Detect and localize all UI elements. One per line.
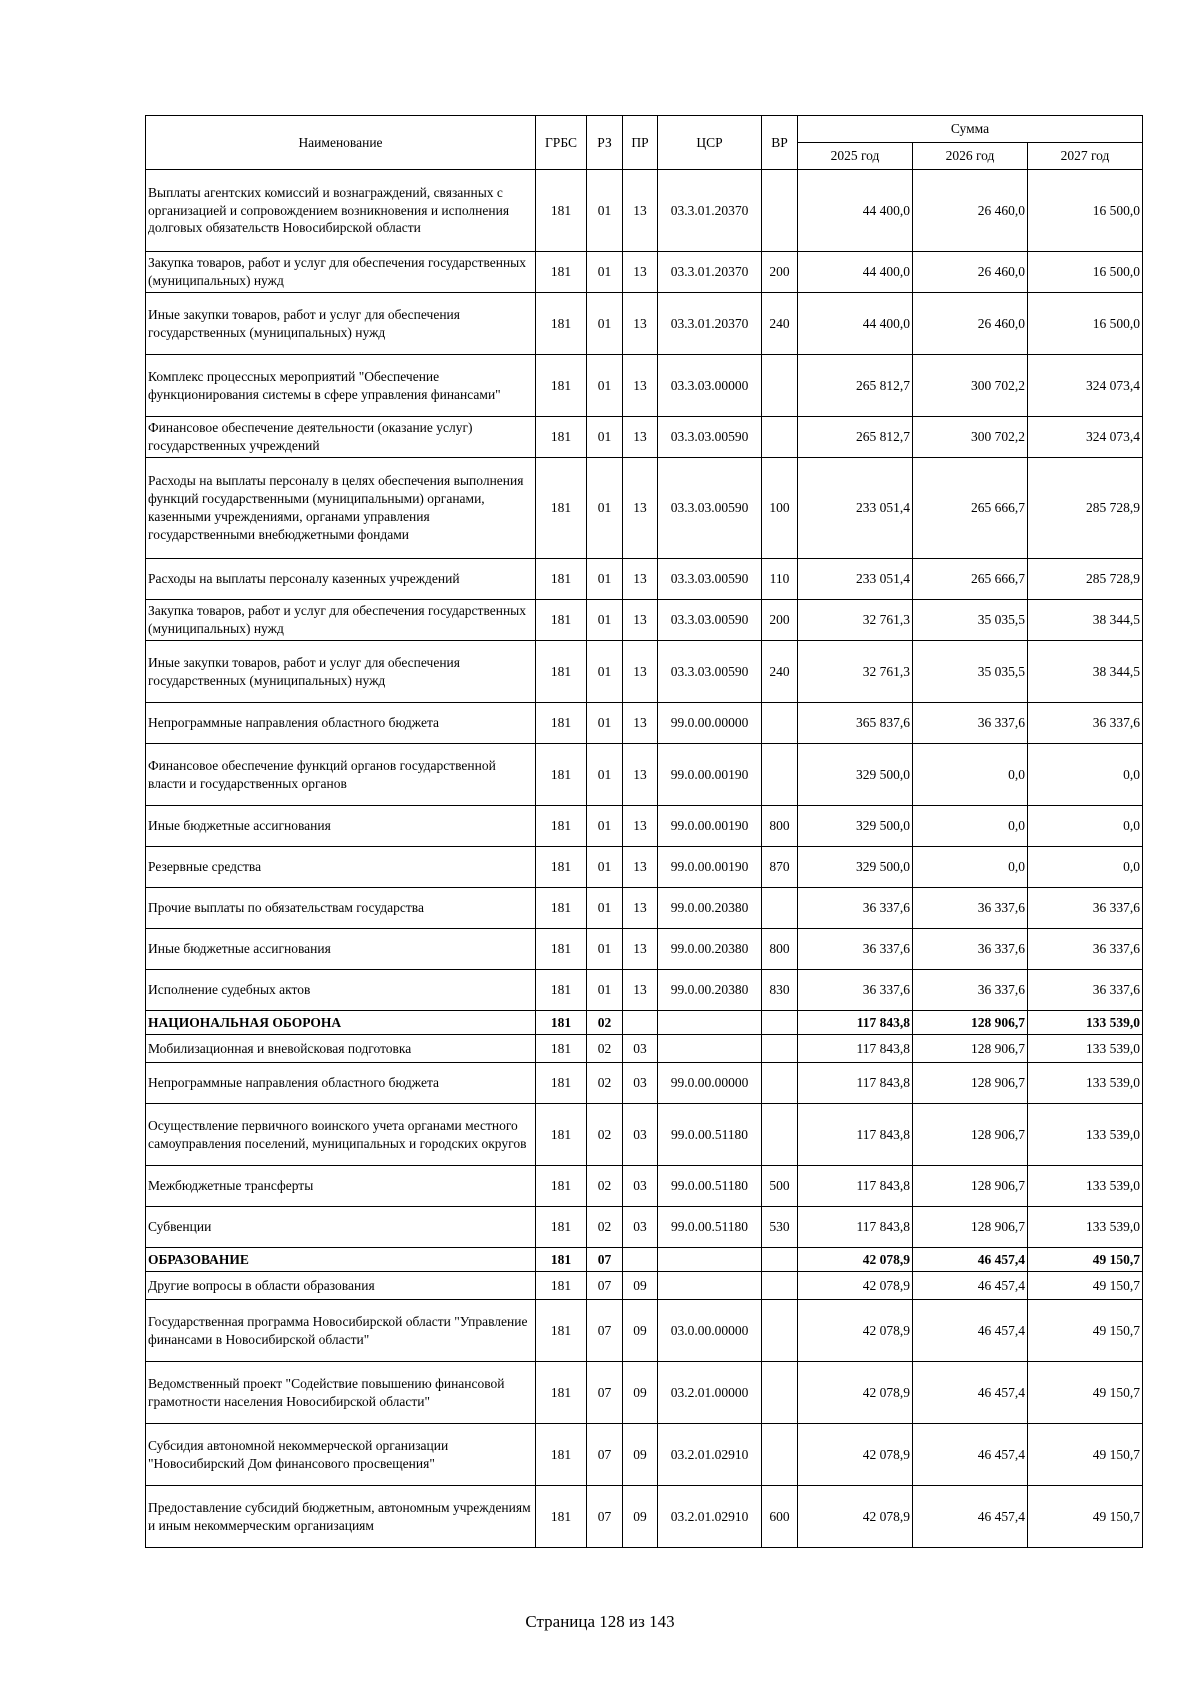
row-name: Прочие выплаты по обязательствам государства bbox=[146, 888, 536, 929]
row-sum-2025: 117 843,8 bbox=[798, 1104, 913, 1166]
row-csr bbox=[658, 1011, 762, 1035]
row-vr bbox=[762, 744, 798, 806]
row-vr: 200 bbox=[762, 600, 798, 641]
row-grbs: 181 bbox=[536, 252, 587, 293]
row-pr: 09 bbox=[623, 1486, 658, 1548]
row-pr: 13 bbox=[623, 417, 658, 458]
row-vr bbox=[762, 1300, 798, 1362]
row-rz: 02 bbox=[587, 1035, 623, 1063]
row-vr bbox=[762, 1248, 798, 1272]
table-row bbox=[146, 970, 1143, 1011]
row-pr: 13 bbox=[623, 559, 658, 600]
row-grbs: 181 bbox=[536, 1035, 587, 1063]
row-sum-2027: 133 539,0 bbox=[1028, 1104, 1143, 1166]
table-body bbox=[146, 170, 1143, 1548]
row-sum-2025: 329 500,0 bbox=[798, 744, 913, 806]
row-name: ОБРАЗОВАНИЕ bbox=[146, 1248, 536, 1272]
table-row bbox=[146, 847, 1143, 888]
row-rz: 02 bbox=[587, 1104, 623, 1166]
row-csr bbox=[658, 1248, 762, 1272]
row-sum-2025: 42 078,9 bbox=[798, 1424, 913, 1486]
row-grbs: 181 bbox=[536, 170, 587, 252]
header-pr: ПР bbox=[623, 116, 658, 170]
row-sum-2026: 128 906,7 bbox=[913, 1207, 1028, 1248]
row-vr bbox=[762, 888, 798, 929]
row-sum-2027: 0,0 bbox=[1028, 847, 1143, 888]
row-rz: 01 bbox=[587, 355, 623, 417]
row-sum-2026: 35 035,5 bbox=[913, 641, 1028, 703]
row-pr: 13 bbox=[623, 806, 658, 847]
row-pr: 13 bbox=[623, 888, 658, 929]
row-grbs: 181 bbox=[536, 1063, 587, 1104]
row-sum-2025: 329 500,0 bbox=[798, 806, 913, 847]
row-sum-2027: 38 344,5 bbox=[1028, 641, 1143, 703]
table-row bbox=[146, 1035, 1143, 1063]
row-sum-2025: 42 078,9 bbox=[798, 1300, 913, 1362]
row-name: Закупка товаров, работ и услуг для обеспечения государственных (муниципальных) нужд bbox=[146, 600, 536, 641]
row-rz: 02 bbox=[587, 1166, 623, 1207]
row-rz: 02 bbox=[587, 1207, 623, 1248]
header-csr: ЦСР bbox=[658, 116, 762, 170]
row-grbs: 181 bbox=[536, 417, 587, 458]
row-sum-2026: 36 337,6 bbox=[913, 970, 1028, 1011]
row-vr: 800 bbox=[762, 929, 798, 970]
row-name: Ведомственный проект "Содействие повышению финансовой грамотности населения Новосибирской области" bbox=[146, 1362, 536, 1424]
row-rz: 01 bbox=[587, 888, 623, 929]
row-vr bbox=[762, 1104, 798, 1166]
row-sum-2027: 49 150,7 bbox=[1028, 1272, 1143, 1300]
row-sum-2026: 265 666,7 bbox=[913, 559, 1028, 600]
row-pr: 13 bbox=[623, 744, 658, 806]
row-rz: 02 bbox=[587, 1063, 623, 1104]
row-sum-2026: 36 337,6 bbox=[913, 703, 1028, 744]
row-name: Непрограммные направления областного бюджета bbox=[146, 1063, 536, 1104]
row-sum-2026: 26 460,0 bbox=[913, 252, 1028, 293]
table-row bbox=[146, 1486, 1143, 1548]
row-csr: 03.2.01.02910 bbox=[658, 1486, 762, 1548]
row-csr: 03.2.01.00000 bbox=[658, 1362, 762, 1424]
row-rz: 01 bbox=[587, 458, 623, 559]
row-sum-2027: 16 500,0 bbox=[1028, 252, 1143, 293]
row-sum-2027: 16 500,0 bbox=[1028, 293, 1143, 355]
row-sum-2027: 133 539,0 bbox=[1028, 1166, 1143, 1207]
row-sum-2027: 36 337,6 bbox=[1028, 703, 1143, 744]
row-grbs: 181 bbox=[536, 641, 587, 703]
row-csr bbox=[658, 1272, 762, 1300]
row-vr bbox=[762, 1035, 798, 1063]
table-row bbox=[146, 600, 1143, 641]
row-pr bbox=[623, 1248, 658, 1272]
row-rz: 01 bbox=[587, 417, 623, 458]
row-sum-2025: 42 078,9 bbox=[798, 1486, 913, 1548]
row-sum-2027: 36 337,6 bbox=[1028, 929, 1143, 970]
row-sum-2025: 265 812,7 bbox=[798, 355, 913, 417]
row-vr bbox=[762, 170, 798, 252]
row-grbs: 181 bbox=[536, 1300, 587, 1362]
row-sum-2026: 0,0 bbox=[913, 744, 1028, 806]
row-sum-2027: 36 337,6 bbox=[1028, 970, 1143, 1011]
row-sum-2027: 49 150,7 bbox=[1028, 1300, 1143, 1362]
row-sum-2027: 49 150,7 bbox=[1028, 1362, 1143, 1424]
row-sum-2025: 42 078,9 bbox=[798, 1362, 913, 1424]
table-row bbox=[146, 1011, 1143, 1035]
row-grbs: 181 bbox=[536, 293, 587, 355]
row-vr bbox=[762, 1011, 798, 1035]
row-sum-2026: 36 337,6 bbox=[913, 888, 1028, 929]
row-rz: 02 bbox=[587, 1011, 623, 1035]
row-pr: 09 bbox=[623, 1424, 658, 1486]
row-rz: 01 bbox=[587, 170, 623, 252]
row-name: Иные бюджетные ассигнования bbox=[146, 929, 536, 970]
header-name: Наименование bbox=[146, 116, 536, 170]
row-name: Финансовое обеспечение функций органов государственной власти и государственных органов bbox=[146, 744, 536, 806]
row-vr: 500 bbox=[762, 1166, 798, 1207]
row-sum-2025: 265 812,7 bbox=[798, 417, 913, 458]
row-grbs: 181 bbox=[536, 1272, 587, 1300]
table-row bbox=[146, 806, 1143, 847]
row-sum-2025: 36 337,6 bbox=[798, 929, 913, 970]
row-csr: 03.3.03.00590 bbox=[658, 641, 762, 703]
row-vr: 240 bbox=[762, 293, 798, 355]
table-row bbox=[146, 417, 1143, 458]
row-rz: 07 bbox=[587, 1362, 623, 1424]
row-csr: 03.3.01.20370 bbox=[658, 252, 762, 293]
row-pr: 03 bbox=[623, 1035, 658, 1063]
row-vr bbox=[762, 703, 798, 744]
row-name: Другие вопросы в области образования bbox=[146, 1272, 536, 1300]
row-sum-2027: 36 337,6 bbox=[1028, 888, 1143, 929]
row-rz: 07 bbox=[587, 1300, 623, 1362]
row-sum-2027: 324 073,4 bbox=[1028, 417, 1143, 458]
row-vr: 200 bbox=[762, 252, 798, 293]
row-sum-2027: 133 539,0 bbox=[1028, 1035, 1143, 1063]
table-row bbox=[146, 1104, 1143, 1166]
row-name: Закупка товаров, работ и услуг для обеспечения государственных (муниципальных) нужд bbox=[146, 252, 536, 293]
table-row bbox=[146, 929, 1143, 970]
row-sum-2026: 128 906,7 bbox=[913, 1011, 1028, 1035]
row-sum-2025: 42 078,9 bbox=[798, 1272, 913, 1300]
row-csr: 03.3.03.00590 bbox=[658, 458, 762, 559]
row-csr: 99.0.00.51180 bbox=[658, 1166, 762, 1207]
table-row bbox=[146, 559, 1143, 600]
table-row bbox=[146, 293, 1143, 355]
row-name: Субсидия автономной некоммерческой организации "Новосибирский Дом финансового просвещения" bbox=[146, 1424, 536, 1486]
row-sum-2025: 36 337,6 bbox=[798, 970, 913, 1011]
row-grbs: 181 bbox=[536, 888, 587, 929]
row-sum-2027: 16 500,0 bbox=[1028, 170, 1143, 252]
row-vr bbox=[762, 1063, 798, 1104]
row-grbs: 181 bbox=[536, 1248, 587, 1272]
row-sum-2026: 26 460,0 bbox=[913, 170, 1028, 252]
row-sum-2025: 117 843,8 bbox=[798, 1207, 913, 1248]
row-sum-2026: 300 702,2 bbox=[913, 355, 1028, 417]
row-sum-2025: 117 843,8 bbox=[798, 1011, 913, 1035]
row-name: Непрограммные направления областного бюджета bbox=[146, 703, 536, 744]
row-grbs: 181 bbox=[536, 600, 587, 641]
row-grbs: 181 bbox=[536, 1362, 587, 1424]
row-grbs: 181 bbox=[536, 1011, 587, 1035]
row-pr bbox=[623, 1011, 658, 1035]
row-sum-2026: 35 035,5 bbox=[913, 600, 1028, 641]
table-row bbox=[146, 458, 1143, 559]
row-vr: 530 bbox=[762, 1207, 798, 1248]
table-row bbox=[146, 252, 1143, 293]
row-name: Мобилизационная и вневойсковая подготовка bbox=[146, 1035, 536, 1063]
table-row bbox=[146, 703, 1143, 744]
row-sum-2025: 329 500,0 bbox=[798, 847, 913, 888]
row-pr: 13 bbox=[623, 355, 658, 417]
row-pr: 13 bbox=[623, 600, 658, 641]
table-row bbox=[146, 1166, 1143, 1207]
row-csr: 99.0.00.20380 bbox=[658, 970, 762, 1011]
table-row bbox=[146, 641, 1143, 703]
row-pr: 13 bbox=[623, 847, 658, 888]
row-grbs: 181 bbox=[536, 458, 587, 559]
table-row bbox=[146, 1063, 1143, 1104]
row-csr: 03.3.03.00590 bbox=[658, 559, 762, 600]
row-sum-2025: 44 400,0 bbox=[798, 170, 913, 252]
row-grbs: 181 bbox=[536, 1104, 587, 1166]
row-rz: 01 bbox=[587, 293, 623, 355]
row-vr: 830 bbox=[762, 970, 798, 1011]
row-grbs: 181 bbox=[536, 929, 587, 970]
row-rz: 01 bbox=[587, 600, 623, 641]
row-name: НАЦИОНАЛЬНАЯ ОБОРОНА bbox=[146, 1011, 536, 1035]
table-row bbox=[146, 1248, 1143, 1272]
row-name: Субвенции bbox=[146, 1207, 536, 1248]
row-sum-2026: 128 906,7 bbox=[913, 1063, 1028, 1104]
row-pr: 13 bbox=[623, 170, 658, 252]
row-pr: 13 bbox=[623, 252, 658, 293]
header-sum: Сумма bbox=[798, 116, 1143, 143]
row-grbs: 181 bbox=[536, 559, 587, 600]
row-vr: 800 bbox=[762, 806, 798, 847]
row-sum-2026: 46 457,4 bbox=[913, 1486, 1028, 1548]
row-csr: 99.0.00.00190 bbox=[658, 744, 762, 806]
row-sum-2025: 233 051,4 bbox=[798, 458, 913, 559]
row-name: Предоставление субсидий бюджетным, автономным учреждениям и иным некоммерческим организациям bbox=[146, 1486, 536, 1548]
header-year-2025: 2025 год bbox=[798, 143, 913, 170]
header-year-2026: 2026 год bbox=[913, 143, 1028, 170]
row-pr: 03 bbox=[623, 1104, 658, 1166]
row-vr: 240 bbox=[762, 641, 798, 703]
row-sum-2025: 44 400,0 bbox=[798, 293, 913, 355]
table-row bbox=[146, 355, 1143, 417]
row-sum-2025: 32 761,3 bbox=[798, 600, 913, 641]
row-sum-2027: 324 073,4 bbox=[1028, 355, 1143, 417]
row-vr: 110 bbox=[762, 559, 798, 600]
row-sum-2027: 49 150,7 bbox=[1028, 1424, 1143, 1486]
table-row bbox=[146, 170, 1143, 252]
row-pr: 03 bbox=[623, 1207, 658, 1248]
row-csr: 99.0.00.00000 bbox=[658, 1063, 762, 1104]
row-grbs: 181 bbox=[536, 970, 587, 1011]
row-csr: 99.0.00.51180 bbox=[658, 1207, 762, 1248]
row-name: Выплаты агентских комиссий и вознаграждений, связанных с организацией и сопровождением возникновения и исполнения долговых обязательств Новосибирской области bbox=[146, 170, 536, 252]
row-sum-2027: 38 344,5 bbox=[1028, 600, 1143, 641]
row-csr: 03.3.01.20370 bbox=[658, 170, 762, 252]
row-rz: 01 bbox=[587, 641, 623, 703]
row-sum-2027: 133 539,0 bbox=[1028, 1011, 1143, 1035]
row-grbs: 181 bbox=[536, 1166, 587, 1207]
row-sum-2026: 128 906,7 bbox=[913, 1166, 1028, 1207]
row-pr: 13 bbox=[623, 703, 658, 744]
row-rz: 01 bbox=[587, 970, 623, 1011]
row-sum-2026: 265 666,7 bbox=[913, 458, 1028, 559]
row-name: Иные закупки товаров, работ и услуг для обеспечения государственных (муниципальных) нужд bbox=[146, 641, 536, 703]
row-sum-2025: 365 837,6 bbox=[798, 703, 913, 744]
row-csr: 99.0.00.00190 bbox=[658, 847, 762, 888]
row-sum-2027: 133 539,0 bbox=[1028, 1207, 1143, 1248]
row-rz: 01 bbox=[587, 929, 623, 970]
row-pr: 09 bbox=[623, 1272, 658, 1300]
row-csr: 99.0.00.51180 bbox=[658, 1104, 762, 1166]
row-name: Межбюджетные трансферты bbox=[146, 1166, 536, 1207]
row-name: Иные бюджетные ассигнования bbox=[146, 806, 536, 847]
row-rz: 07 bbox=[587, 1248, 623, 1272]
row-sum-2026: 36 337,6 bbox=[913, 929, 1028, 970]
row-name: Исполнение судебных актов bbox=[146, 970, 536, 1011]
row-grbs: 181 bbox=[536, 355, 587, 417]
row-name: Расходы на выплаты персоналу казенных учреждений bbox=[146, 559, 536, 600]
row-sum-2027: 285 728,9 bbox=[1028, 458, 1143, 559]
row-vr: 870 bbox=[762, 847, 798, 888]
row-csr: 03.3.03.00000 bbox=[658, 355, 762, 417]
row-pr: 13 bbox=[623, 293, 658, 355]
table-row bbox=[146, 1272, 1143, 1300]
row-sum-2025: 117 843,8 bbox=[798, 1035, 913, 1063]
row-csr: 99.0.00.20380 bbox=[658, 888, 762, 929]
row-name: Осуществление первичного воинского учета органами местного самоуправления поселений, муниципальных и городских округов bbox=[146, 1104, 536, 1166]
row-pr: 03 bbox=[623, 1063, 658, 1104]
row-rz: 01 bbox=[587, 559, 623, 600]
row-sum-2026: 128 906,7 bbox=[913, 1104, 1028, 1166]
page-number: Страница 128 из 143 bbox=[525, 1612, 675, 1631]
row-sum-2025: 32 761,3 bbox=[798, 641, 913, 703]
row-csr bbox=[658, 1035, 762, 1063]
table-row bbox=[146, 1300, 1143, 1362]
row-sum-2026: 0,0 bbox=[913, 806, 1028, 847]
row-grbs: 181 bbox=[536, 847, 587, 888]
row-name: Иные закупки товаров, работ и услуг для обеспечения государственных (муниципальных) нужд bbox=[146, 293, 536, 355]
row-sum-2026: 300 702,2 bbox=[913, 417, 1028, 458]
row-sum-2026: 46 457,4 bbox=[913, 1300, 1028, 1362]
row-sum-2025: 44 400,0 bbox=[798, 252, 913, 293]
row-sum-2025: 36 337,6 bbox=[798, 888, 913, 929]
row-vr bbox=[762, 1424, 798, 1486]
row-csr: 03.3.01.20370 bbox=[658, 293, 762, 355]
row-grbs: 181 bbox=[536, 1424, 587, 1486]
table-row bbox=[146, 1362, 1143, 1424]
row-vr bbox=[762, 1272, 798, 1300]
row-name: Расходы на выплаты персоналу в целях обеспечения выполнения функций государственными (муниципальными) органами, казенными учреждениями, органами управления государственными внебюджетными фондами bbox=[146, 458, 536, 559]
row-sum-2026: 46 457,4 bbox=[913, 1424, 1028, 1486]
row-sum-2027: 49 150,7 bbox=[1028, 1486, 1143, 1548]
row-vr: 600 bbox=[762, 1486, 798, 1548]
row-grbs: 181 bbox=[536, 1486, 587, 1548]
row-sum-2027: 285 728,9 bbox=[1028, 559, 1143, 600]
row-name: Финансовое обеспечение деятельности (оказание услуг) государственных учреждений bbox=[146, 417, 536, 458]
row-sum-2027: 133 539,0 bbox=[1028, 1063, 1143, 1104]
row-rz: 01 bbox=[587, 703, 623, 744]
row-csr: 03.0.00.00000 bbox=[658, 1300, 762, 1362]
row-rz: 07 bbox=[587, 1424, 623, 1486]
row-rz: 01 bbox=[587, 744, 623, 806]
row-sum-2026: 46 457,4 bbox=[913, 1362, 1028, 1424]
row-vr bbox=[762, 1362, 798, 1424]
row-pr: 09 bbox=[623, 1300, 658, 1362]
row-grbs: 181 bbox=[536, 806, 587, 847]
row-pr: 03 bbox=[623, 1166, 658, 1207]
header-year-2027: 2027 год bbox=[1028, 143, 1143, 170]
row-pr: 13 bbox=[623, 458, 658, 559]
row-grbs: 181 bbox=[536, 1207, 587, 1248]
row-csr: 99.0.00.00000 bbox=[658, 703, 762, 744]
row-vr bbox=[762, 417, 798, 458]
row-sum-2026: 0,0 bbox=[913, 847, 1028, 888]
row-rz: 01 bbox=[587, 252, 623, 293]
row-vr bbox=[762, 355, 798, 417]
budget-table bbox=[145, 115, 1143, 1548]
row-rz: 07 bbox=[587, 1486, 623, 1548]
row-sum-2027: 49 150,7 bbox=[1028, 1248, 1143, 1272]
table-row bbox=[146, 1424, 1143, 1486]
row-sum-2025: 233 051,4 bbox=[798, 559, 913, 600]
row-rz: 07 bbox=[587, 1272, 623, 1300]
table-row bbox=[146, 744, 1143, 806]
row-sum-2025: 117 843,8 bbox=[798, 1063, 913, 1104]
header-rz: РЗ bbox=[587, 116, 623, 170]
row-sum-2025: 117 843,8 bbox=[798, 1166, 913, 1207]
row-sum-2025: 42 078,9 bbox=[798, 1248, 913, 1272]
row-pr: 09 bbox=[623, 1362, 658, 1424]
row-name: Резервные средства bbox=[146, 847, 536, 888]
row-csr: 99.0.00.00190 bbox=[658, 806, 762, 847]
table-row bbox=[146, 1207, 1143, 1248]
row-grbs: 181 bbox=[536, 703, 587, 744]
row-sum-2027: 0,0 bbox=[1028, 744, 1143, 806]
row-csr: 99.0.00.20380 bbox=[658, 929, 762, 970]
row-csr: 03.2.01.02910 bbox=[658, 1424, 762, 1486]
row-pr: 13 bbox=[623, 970, 658, 1011]
row-rz: 01 bbox=[587, 847, 623, 888]
row-rz: 01 bbox=[587, 806, 623, 847]
row-pr: 13 bbox=[623, 641, 658, 703]
row-pr: 13 bbox=[623, 929, 658, 970]
row-csr: 03.3.03.00590 bbox=[658, 600, 762, 641]
row-sum-2027: 0,0 bbox=[1028, 806, 1143, 847]
header-grbs: ГРБС bbox=[536, 116, 587, 170]
row-sum-2026: 128 906,7 bbox=[913, 1035, 1028, 1063]
row-name: Комплекс процессных мероприятий "Обеспечение функционирования системы в сфере управления финансами" bbox=[146, 355, 536, 417]
table-row bbox=[146, 888, 1143, 929]
row-sum-2026: 46 457,4 bbox=[913, 1272, 1028, 1300]
row-csr: 03.3.03.00590 bbox=[658, 417, 762, 458]
row-sum-2026: 46 457,4 bbox=[913, 1248, 1028, 1272]
row-name: Государственная программа Новосибирской области "Управление финансами в Новосибирской области" bbox=[146, 1300, 536, 1362]
header-vr: ВР bbox=[762, 116, 798, 170]
row-grbs: 181 bbox=[536, 744, 587, 806]
row-vr: 100 bbox=[762, 458, 798, 559]
row-sum-2026: 26 460,0 bbox=[913, 293, 1028, 355]
